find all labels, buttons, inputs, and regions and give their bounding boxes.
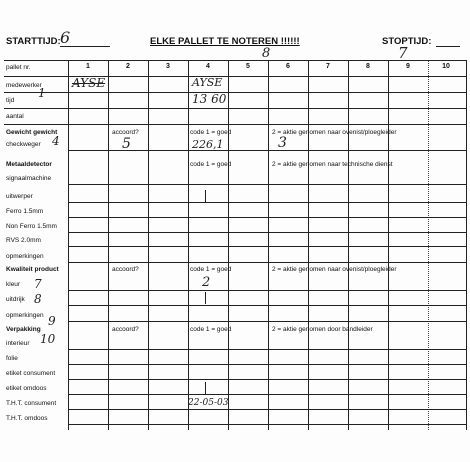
column-number-7: 7 (326, 63, 330, 70)
column-number-1: 1 (86, 63, 90, 70)
nonferro-line (68, 232, 466, 233)
row-label-kleur: kleur (6, 281, 21, 288)
handwriting-gewicht-mark: 4 (52, 134, 60, 148)
grid-line-c8 (388, 60, 389, 430)
row-label-aantal: aantal (6, 113, 24, 120)
row-label-tht-omdoos: T.H.T. omdoos (6, 415, 48, 422)
signaalmachine-line (68, 184, 466, 185)
gewicht-actie: 2 = aktie genomen naar ovenist/ploegleider (272, 129, 397, 136)
stop-time-value: 7 (398, 44, 408, 62)
row-label-etiket-consument: etiket consument (6, 370, 56, 377)
grid-line-c5 (268, 60, 269, 430)
row-label-tijd: tijd (6, 97, 15, 104)
row-label-nonferro: Non Ferro 1.5mm (6, 223, 57, 230)
grid-line-c2 (148, 60, 149, 430)
column-number-3: 3 (166, 63, 170, 70)
verpakking-actie: 2 = aktie genomen door bandleider (272, 326, 373, 333)
kwaliteit-akkoord: accoord? (112, 266, 139, 273)
gewicht-akkoord: accoord? (112, 129, 139, 136)
grid-line-c7 (348, 60, 349, 430)
row-label-tht-consument: T.H.T. consument (6, 400, 57, 407)
ferro-line (68, 217, 466, 218)
kleur-line (68, 290, 466, 291)
row-label-metaaldetector: Metaaldetector (6, 161, 52, 168)
folie-line (68, 364, 466, 365)
kwaliteit-actie: 2 = aktie genomen naar ovenist/ploegleider (272, 266, 397, 273)
handwriting-medewerker-4: AYSE (192, 76, 223, 89)
metaal-code: code 1 = goed (190, 161, 232, 168)
handwriting-medewerker-1: AYSE (72, 76, 106, 90)
etiket-omdoos-line (68, 394, 466, 395)
grid-line-c9 (428, 60, 429, 430)
start-time-underline (60, 46, 110, 47)
column-number-8: 8 (366, 63, 370, 70)
handwriting-tht-4: 22-05-03 (188, 398, 229, 408)
grid-line-c6 (308, 60, 309, 430)
handwriting-checkweger-4: 226,1 (192, 138, 224, 151)
handwriting-verpakking-mark: 10 (40, 332, 56, 346)
kwaliteit-code: code 1 = goed (190, 266, 232, 273)
row-label-interieur: interieur (6, 340, 30, 347)
start-time-value: 6 (60, 28, 71, 47)
row-label-uitdrijk: uitdrijk (6, 296, 25, 303)
pen-tick-uitwerper (205, 190, 206, 202)
tht-omdoos-line (68, 424, 466, 425)
grid-left-line (68, 60, 69, 430)
stop-time-label: STOPTIJD: (382, 36, 432, 47)
uitdrijk-line (68, 305, 466, 306)
row-label-uitwerper: uitwerper (6, 193, 33, 200)
column-number-2: 2 (126, 63, 130, 70)
handwriting-kleur-mark: 7 (34, 277, 42, 291)
column-number-6: 6 (286, 63, 290, 70)
gewicht-code: code 1 = goed (190, 129, 232, 136)
interieur-line (68, 349, 466, 350)
column-number-5: 5 (246, 63, 250, 70)
grid-line-r2 (4, 92, 466, 93)
pen-tick-uitdrijk (205, 292, 206, 304)
handwriting-tijd-4: 13 60 (192, 92, 227, 106)
row-label-etiket-omdoos: etiket omdoos (6, 385, 47, 392)
grid-line-c3 (188, 60, 189, 430)
row-label-signaalmachine: signaalmachine (6, 175, 52, 182)
handwriting-checkweger-6: 3 (278, 135, 287, 151)
grid-line-r3 (4, 108, 466, 109)
tht-consument-line (68, 409, 466, 410)
row-label-gewicht: Gewicht gewicht (6, 129, 58, 136)
handwriting-kleur-4: 2 (202, 275, 211, 290)
grid-line-c4 (228, 60, 229, 430)
grid-top-line (4, 60, 466, 61)
row-label-verpakking: Verpakking (6, 326, 41, 333)
column-number-4: 4 (206, 63, 210, 70)
handwriting-checkweger-3: 5 (122, 136, 131, 152)
opmerkingen-2-line (68, 321, 466, 322)
handwriting-medewerker-mark: 1 (38, 86, 46, 100)
row-label-pallet: pallet nr. (6, 64, 31, 71)
title-note: 8 (262, 46, 271, 61)
row-label-checkweger: checkweger (6, 141, 41, 148)
pen-tick-etiket (205, 382, 206, 394)
start-time-label: STARTTIJD: (6, 36, 61, 47)
rvs-line (68, 246, 466, 247)
row-label-medewerker: medewerker (6, 82, 42, 89)
form-title: ELKE PALLET TE NOTEREN !!!!!! (150, 36, 300, 47)
grid-line-r4 (4, 124, 466, 125)
handwriting-uitdrijk-mark: 8 (34, 292, 42, 306)
row-label-kwaliteit: Kwaliteit product (6, 266, 59, 273)
verpakking-akkoord: accoord? (112, 326, 139, 333)
opmerkingen-1-line (68, 262, 466, 263)
uitwerper-line (68, 202, 466, 203)
column-number-9: 9 (406, 63, 410, 70)
handwriting-opmerkingen-mark: 9 (48, 314, 56, 328)
verpakking-code: code 1 = goed (190, 326, 232, 333)
grid-line-c1 (108, 60, 109, 430)
row-label-rvs: RVS 2.0mm (6, 237, 41, 244)
row-label-opmerkingen-1: opmerkingen (6, 253, 44, 260)
row-label-folie: folie (6, 355, 18, 362)
row-label-ferro: Ferro 1.5mm (6, 208, 44, 215)
stop-time-underline (436, 46, 460, 47)
column-number-10: 10 (442, 63, 450, 70)
etiket-consument-line (68, 379, 466, 380)
row-label-opmerkingen-2: opmerkingen (6, 312, 44, 319)
metaal-actie: 2 = aktie genomen naar technische dienst (272, 161, 393, 168)
grid-right-line (466, 60, 467, 430)
